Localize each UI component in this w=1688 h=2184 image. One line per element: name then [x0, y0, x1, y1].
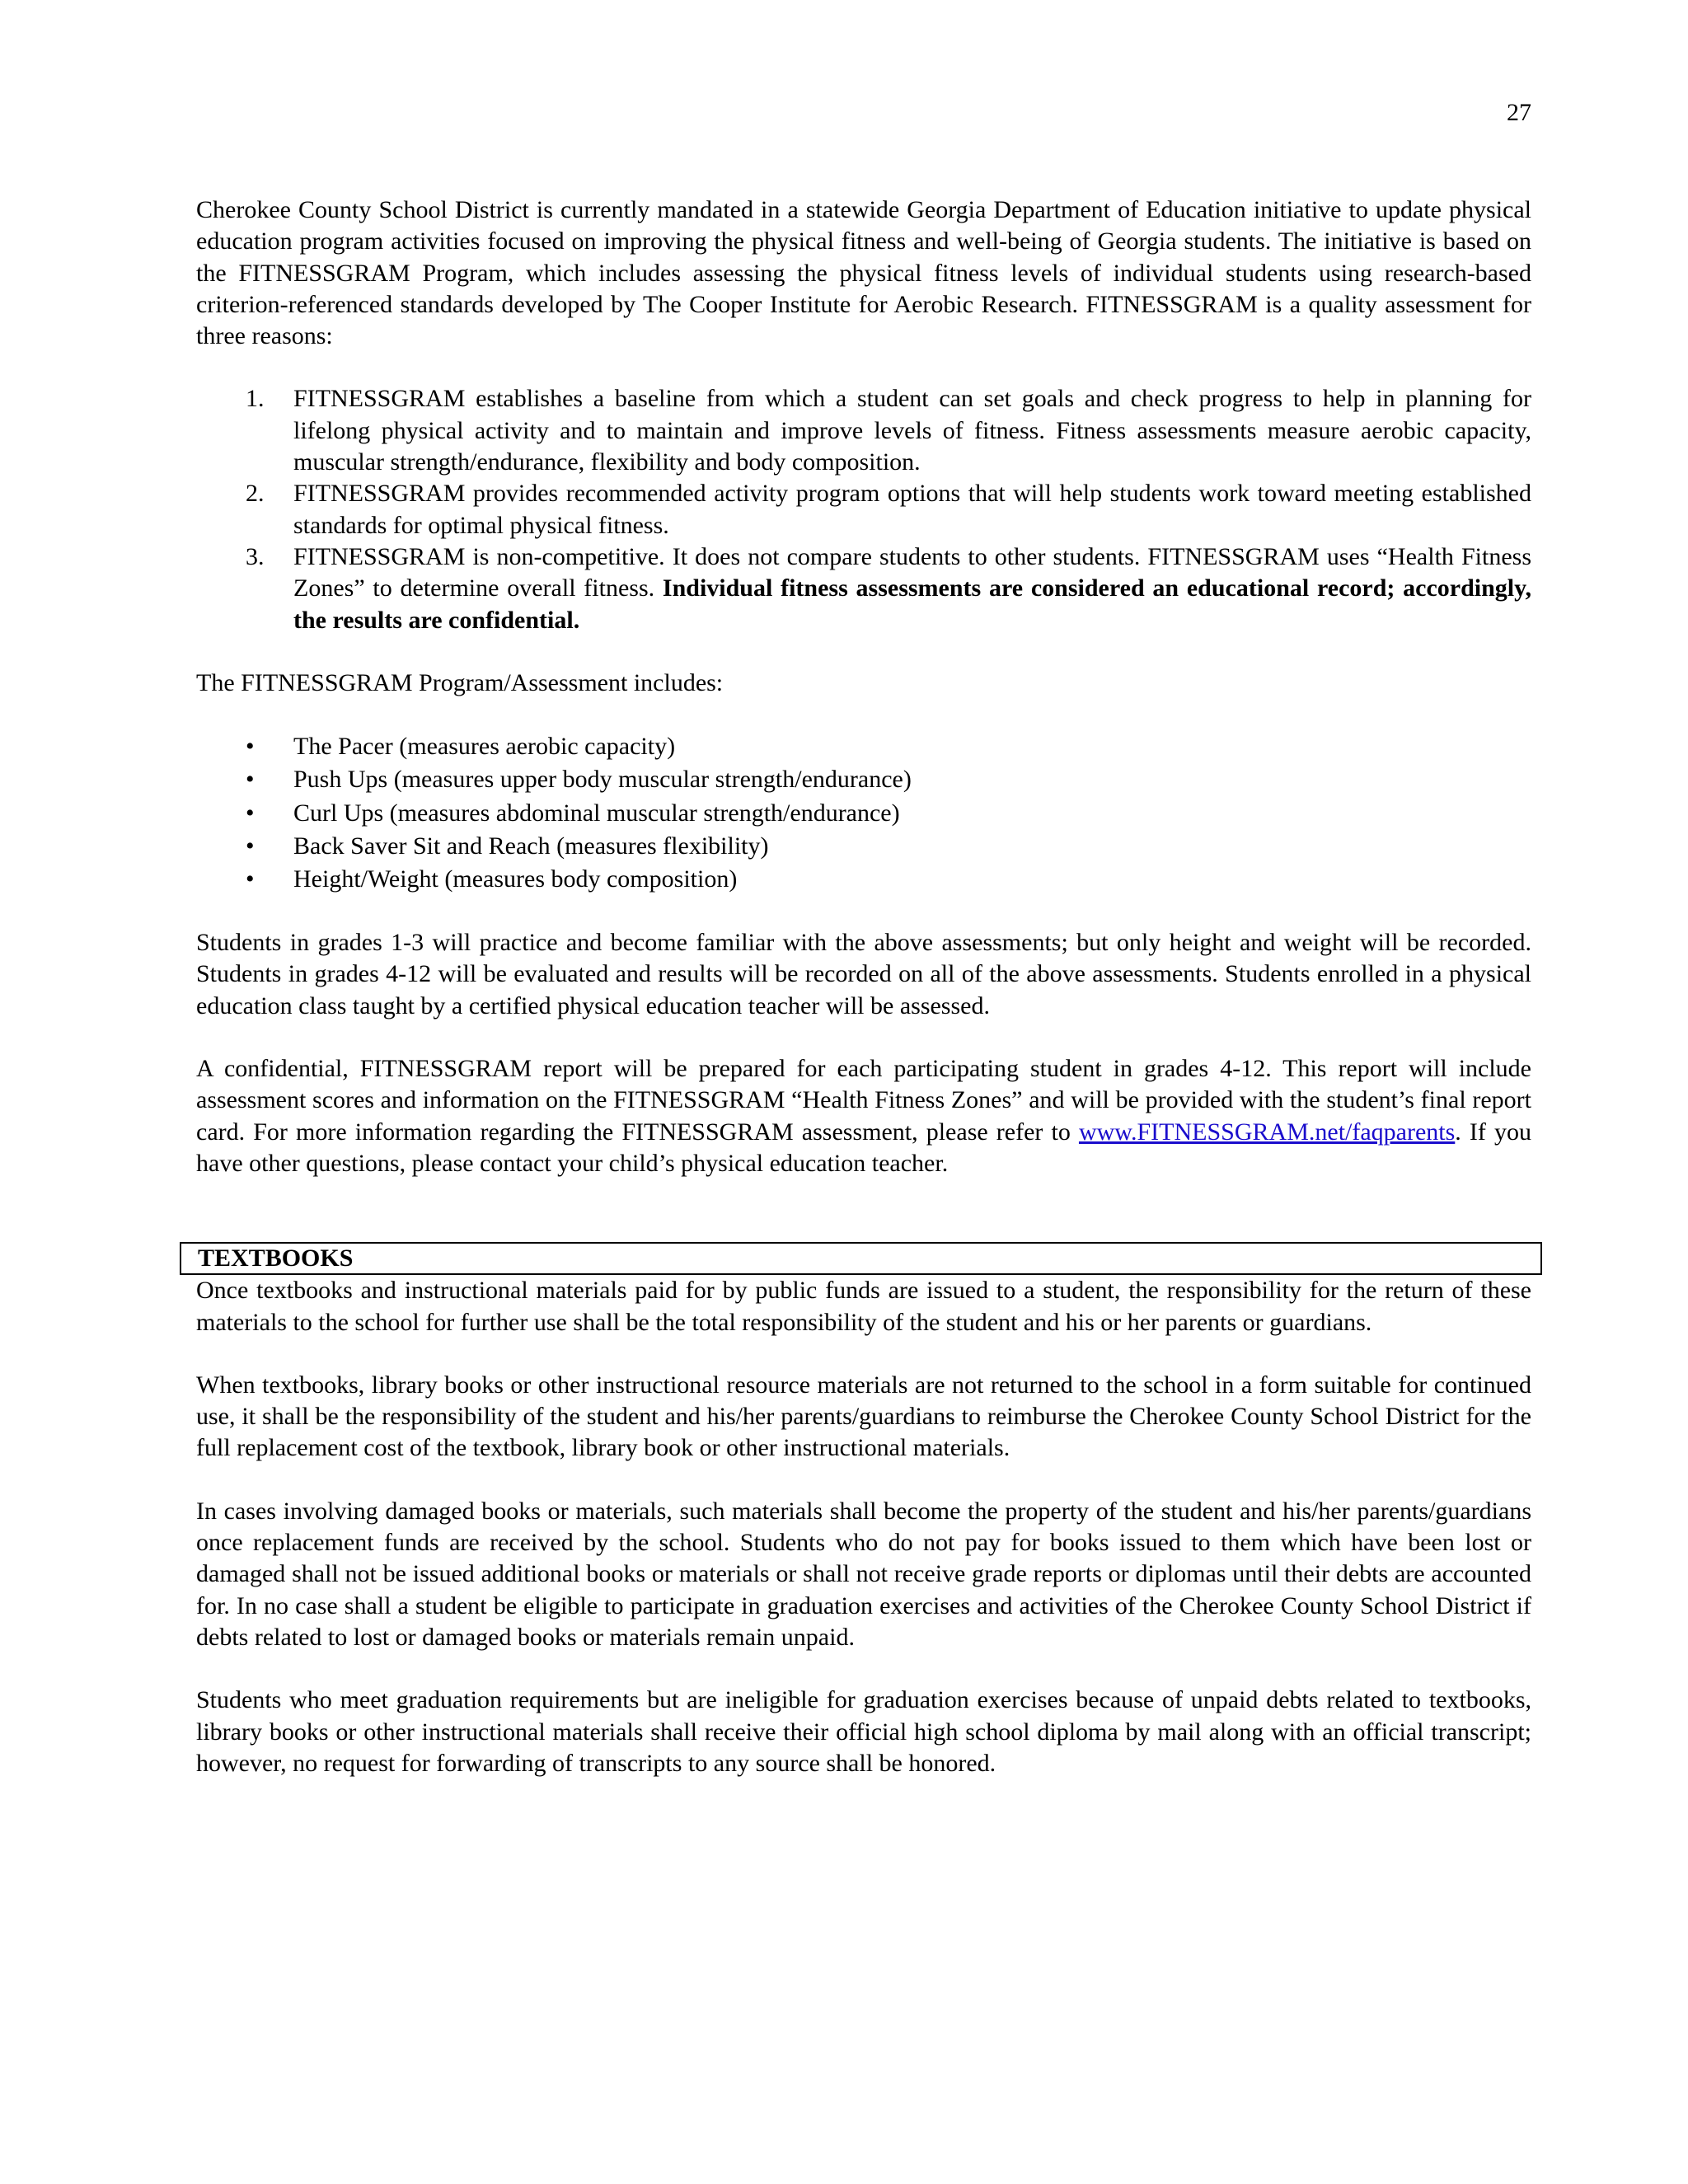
list-item	[196, 830, 1531, 863]
list-item	[196, 863, 1531, 896]
document-body	[196, 194, 1531, 1779]
list-item-text: FITNESSGRAM is non-competitive. It does not compare students to other students. FITNESSGRAM uses “Health Fitness Zones” to determine overall fitness.	[293, 542, 1531, 602]
textbooks-paragraph-1: Once textbooks and instructional materials paid for by public funds are issued to a student, the responsibility for the return of these materials to the school for further use shall be the total responsibility of the student and his or her parents or guardians.	[196, 1277, 1531, 1336]
list-item-text: Back Saver Sit and Reach (measures flexibility)	[293, 832, 769, 860]
list-number: 1.	[246, 385, 265, 413]
report-text: A confidential, FITNESSGRAM report will be prepared for each participating student in grades 4-12. This report will include assessment scores and information on the FITNESSGRAM “Health Fitness Zones” and will be provided with the student’s final report card. For more information regarding the FITNESSGRAM assessment, please refer to	[196, 1055, 1531, 1146]
list-item	[196, 541, 1531, 636]
list-item	[196, 763, 1531, 796]
intro-paragraph: Cherokee County School District is currently mandated in a statewide Georgia Department of Education initiative to update physical education program activities focused on improving the physical fitness and well-being of Georgia students. The initiative is based on the FITNESSGRAM Program, which includes assessing the physical fitness levels of individual students using research-based criterion-referenced standards developed by The Cooper Institute for Aerobic Research. FITNESSGRAM is a quality assessment for three reasons:	[196, 196, 1531, 350]
textbooks-heading: TEXTBOOKS	[180, 1242, 1542, 1275]
program-intro: The FITNESSGRAM Program/Assessment includes:	[196, 668, 724, 696]
reasons-list	[196, 383, 1531, 635]
bullet-icon: •	[246, 733, 255, 761]
page-number: 27	[1507, 99, 1531, 126]
list-item-text: Curl Ups (measures abdominal muscular strength/endurance)	[293, 799, 900, 827]
bullet-icon: •	[246, 766, 255, 794]
assessment-list	[196, 730, 1531, 896]
list-item	[196, 730, 1531, 763]
confidential-notice: Individual fitness assessments are considered an educational record; accordingly, the results are confidential.	[293, 574, 1531, 634]
list-number: 2.	[246, 480, 265, 508]
bullet-icon: •	[246, 865, 255, 893]
bullet-icon: •	[246, 799, 255, 827]
list-item-text: FITNESSGRAM establishes a baseline from which a student can set goals and check progress to help in planning for lifelong physical activity and to maintain and improve levels of fitness. Fitness assessments measure aerobic capacity, muscular strength/endurance, flexibility and body composition.	[293, 385, 1531, 476]
report-text-end: . If you have other questions, please contact your child’s physical education teacher.	[196, 1118, 1531, 1177]
report-paragraph	[196, 1053, 1531, 1179]
list-item	[196, 383, 1531, 478]
bullet-icon: •	[246, 832, 255, 860]
list-item	[196, 797, 1531, 830]
textbooks-paragraph-4: Students who meet graduation requirements but are ineligible for graduation exercises because of unpaid debts related to textbooks, library books or other instructional materials shall receive their official high school diploma by mail along with an official transcript; however, no request for forwarding of transcripts to any source shall be honored.	[196, 1686, 1531, 1777]
list-number: 3.	[246, 542, 265, 570]
list-item-text: The Pacer (measures aerobic capacity)	[293, 733, 676, 761]
fitnessgram-faq-link[interactable]: www.FITNESSGRAM.net/faqparents	[1078, 1118, 1456, 1146]
list-item-text: Height/Weight (measures body composition)	[293, 865, 738, 893]
list-item-text: FITNESSGRAM provides recommended activity program options that will help students work toward meeting established standards for optimal physical fitness.	[293, 480, 1531, 539]
list-item	[196, 478, 1531, 541]
list-item-text: Push Ups (measures upper body muscular strength/endurance)	[293, 766, 912, 794]
textbooks-paragraph-2: When textbooks, library books or other instructional resource materials are not returned to the school in a form suitable for continued use, it shall be the responsibility of the student and his/her parents/guardians to reimburse the Cherokee County School District for the full replacement cost of the textbook, library book or other instructional materials.	[196, 1371, 1531, 1462]
grades-paragraph: Students in grades 1-3 will practice and become familiar with the above assessments; but only height and weight will be recorded. Students in grades 4-12 will be evaluated and results will be recorded on all of the above assessments. Students enrolled in a physical education class taught by a certified physical education teacher will be assessed.	[196, 929, 1531, 1019]
textbooks-paragraph-3: In cases involving damaged books or materials, such materials shall become the property of the student and his/her parents/guardians once replacement funds are received by the school. Students who do not pay for books issued to them which have been lost or damaged shall not be issued additional books or materials or shall not receive grade reports or diplomas until their debts are accounted for. In no case shall a student be eligible to participate in graduation exercises and activities of the Cherokee County School District if debts related to lost or damaged books or materials remain unpaid.	[196, 1497, 1531, 1651]
